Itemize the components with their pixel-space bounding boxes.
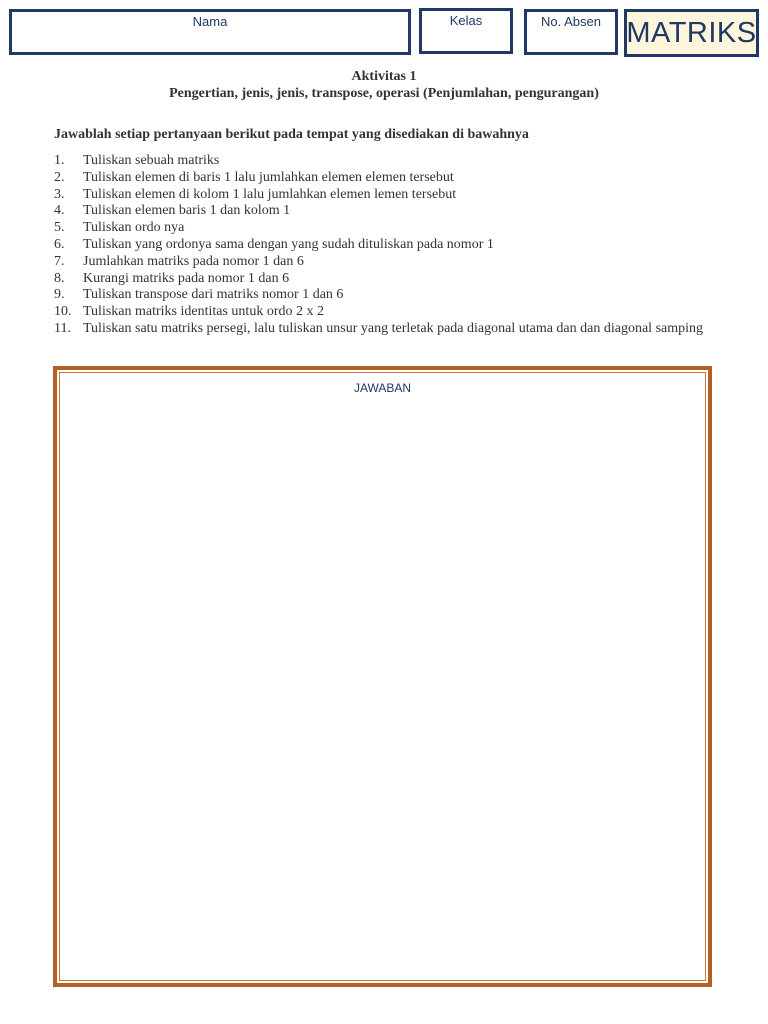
list-item [54, 254, 719, 271]
list-item [54, 237, 719, 254]
absen-label: No. Absen [541, 14, 601, 29]
question-text: Tuliskan yang ordonya sama dengan yang sudah dituliskan pada nomor 1 [83, 236, 494, 252]
instruction-text: Jawablah setiap pertanyaan berikut pada tempat yang disediakan di bawahnya [54, 127, 529, 142]
question-text: Tuliskan matriks identitas untuk ordo 2 x 2 [83, 304, 324, 320]
answer-label: JAWABAN [353, 381, 412, 395]
question-number: 3. [54, 186, 65, 202]
question-number: 4. [54, 203, 65, 219]
question-text: Tuliskan ordo nya [83, 220, 185, 236]
list-item [54, 304, 719, 321]
list-item [54, 321, 719, 338]
list-item [54, 170, 719, 187]
list-item [54, 187, 719, 204]
question-number: 11. [54, 320, 71, 336]
list-item [54, 203, 719, 220]
question-text: Tuliskan sebuah matriks [83, 153, 220, 168]
topic-title: MATRIKS [626, 16, 757, 49]
question-text: Jumlahkan matriks pada nomor 1 dan 6 [83, 253, 304, 269]
activity-subtitle: Pengertian, jenis, jenis, transpose, operasi (Penjumlahan, pengurangan) [169, 86, 599, 101]
topic-box [624, 9, 759, 57]
nama-label: Nama [192, 14, 228, 29]
list-item [54, 153, 719, 170]
nama-field[interactable] [9, 9, 411, 55]
question-number: 8. [54, 270, 65, 286]
question-number: 7. [54, 253, 65, 269]
question-number: 9. [54, 287, 65, 303]
list-item [54, 220, 719, 237]
question-number: 1. [54, 153, 65, 168]
list-item [54, 271, 719, 288]
list-item [54, 287, 719, 304]
activity-title: Aktivitas 1 [351, 69, 417, 84]
question-text: Tuliskan elemen di kolom 1 lalu jumlahkan elemen lemen tersebut [83, 186, 457, 202]
question-number: 5. [54, 220, 65, 236]
answer-area[interactable] [53, 366, 712, 987]
answer-inner-border [59, 372, 706, 981]
kelas-field[interactable] [419, 8, 513, 54]
question-list [54, 153, 719, 338]
question-number: 2. [54, 169, 65, 185]
question-number: 6. [54, 236, 65, 252]
question-text: Tuliskan elemen baris 1 dan kolom 1 [83, 203, 291, 219]
question-text: Kurangi matriks pada nomor 1 dan 6 [83, 270, 290, 286]
absen-field[interactable] [524, 9, 618, 55]
question-number: 10. [54, 304, 72, 320]
question-text: Tuliskan elemen di baris 1 lalu jumlahkan elemen elemen tersebut [83, 169, 454, 185]
question-text: Tuliskan satu matriks persegi, lalu tuliskan unsur yang terletak pada diagonal utama dan dan diagonal samping [83, 320, 704, 336]
kelas-label: Kelas [449, 13, 483, 28]
question-text: Tuliskan transpose dari matriks nomor 1 dan 6 [83, 287, 344, 303]
